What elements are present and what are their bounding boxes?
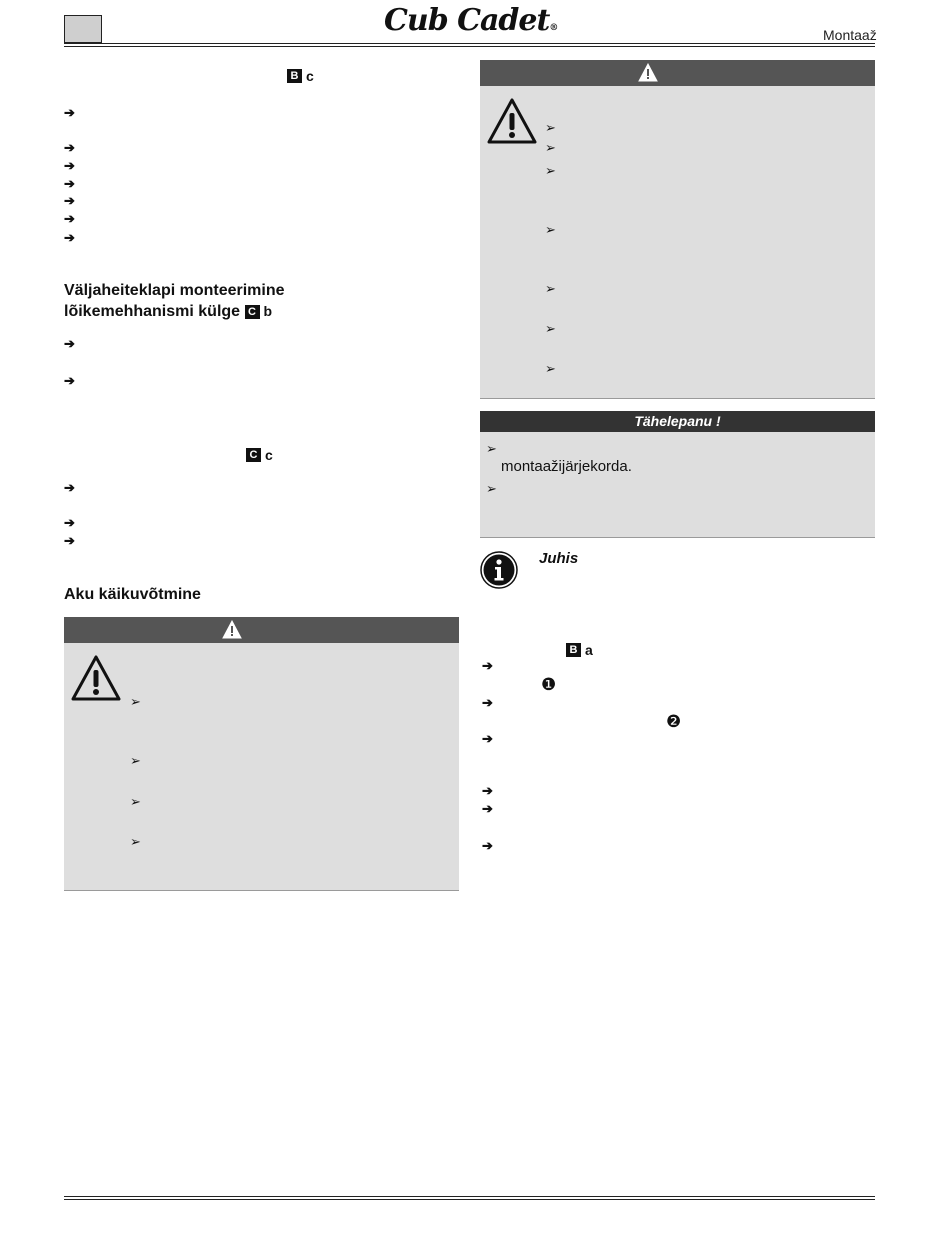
attention-title: Tähelepanu ! bbox=[480, 411, 875, 432]
arrow-icon: ➔ bbox=[482, 658, 493, 673]
warning-icon bbox=[486, 97, 538, 145]
chevron-icon: ➢ bbox=[130, 753, 141, 768]
arrow-icon: ➔ bbox=[64, 480, 75, 495]
arrow-icon: ➔ bbox=[482, 838, 493, 853]
arrow-icon: ➔ bbox=[64, 515, 75, 530]
attention-box bbox=[480, 411, 875, 538]
step-number-1: ❶ bbox=[541, 675, 557, 694]
figure-ref-b-c: B c bbox=[287, 67, 314, 85]
chevron-icon: ➢ bbox=[130, 834, 141, 849]
warning-icon bbox=[70, 654, 122, 702]
arrow-icon: ➔ bbox=[482, 695, 493, 710]
chevron-icon: ➢ bbox=[486, 441, 497, 456]
warning-box-top-right bbox=[480, 60, 875, 399]
header-rule bbox=[64, 43, 875, 44]
chevron-icon: ➢ bbox=[545, 361, 556, 376]
arrow-icon: ➔ bbox=[64, 533, 75, 548]
page-number-box bbox=[64, 15, 102, 43]
arrow-icon: ➔ bbox=[64, 336, 75, 351]
warning-bar bbox=[480, 60, 875, 86]
arrow-icon: ➔ bbox=[64, 140, 75, 155]
figure-ref-b-a: B a bbox=[566, 641, 593, 659]
header-rule-2 bbox=[64, 46, 875, 47]
step-number-2: ❷ bbox=[666, 712, 682, 731]
section-heading-battery: Aku käikuvõtmine bbox=[64, 586, 201, 603]
section-heading-discharge-flap: Väljaheiteklapi monteerimine lõikemehhanismi külge C b bbox=[64, 282, 285, 320]
attention-text: montaažijärjekorda. bbox=[501, 458, 632, 475]
warning-icon bbox=[638, 63, 658, 83]
arrow-icon: ➔ bbox=[64, 373, 75, 388]
warning-bar bbox=[64, 617, 459, 643]
chevron-icon: ➢ bbox=[486, 481, 497, 496]
brand-logo: Cub Cadet® bbox=[384, 3, 558, 38]
chevron-icon: ➢ bbox=[130, 694, 141, 709]
chevron-icon: ➢ bbox=[545, 321, 556, 336]
info-icon bbox=[480, 551, 518, 589]
warning-icon bbox=[222, 620, 242, 640]
footer-rule-2 bbox=[64, 1199, 875, 1200]
arrow-icon: ➔ bbox=[64, 176, 75, 191]
arrow-icon: ➔ bbox=[64, 211, 75, 226]
arrow-icon: ➔ bbox=[482, 801, 493, 816]
arrow-icon: ➔ bbox=[482, 783, 493, 798]
section-label: Montaaž bbox=[823, 27, 877, 43]
footer-rule bbox=[64, 1196, 875, 1197]
figure-ref-c-c: C c bbox=[246, 446, 273, 464]
arrow-icon: ➔ bbox=[64, 193, 75, 208]
arrow-icon: ➔ bbox=[64, 158, 75, 173]
chevron-icon: ➢ bbox=[545, 163, 556, 178]
chevron-icon: ➢ bbox=[130, 794, 141, 809]
chevron-icon: ➢ bbox=[545, 222, 556, 237]
chevron-icon: ➢ bbox=[545, 140, 556, 155]
arrow-icon: ➔ bbox=[64, 230, 75, 245]
chevron-icon: ➢ bbox=[545, 120, 556, 135]
arrow-icon: ➔ bbox=[64, 105, 75, 120]
chevron-icon: ➢ bbox=[545, 281, 556, 296]
arrow-icon: ➔ bbox=[482, 731, 493, 746]
info-title: Juhis bbox=[539, 550, 579, 567]
warning-box-battery bbox=[64, 617, 459, 891]
